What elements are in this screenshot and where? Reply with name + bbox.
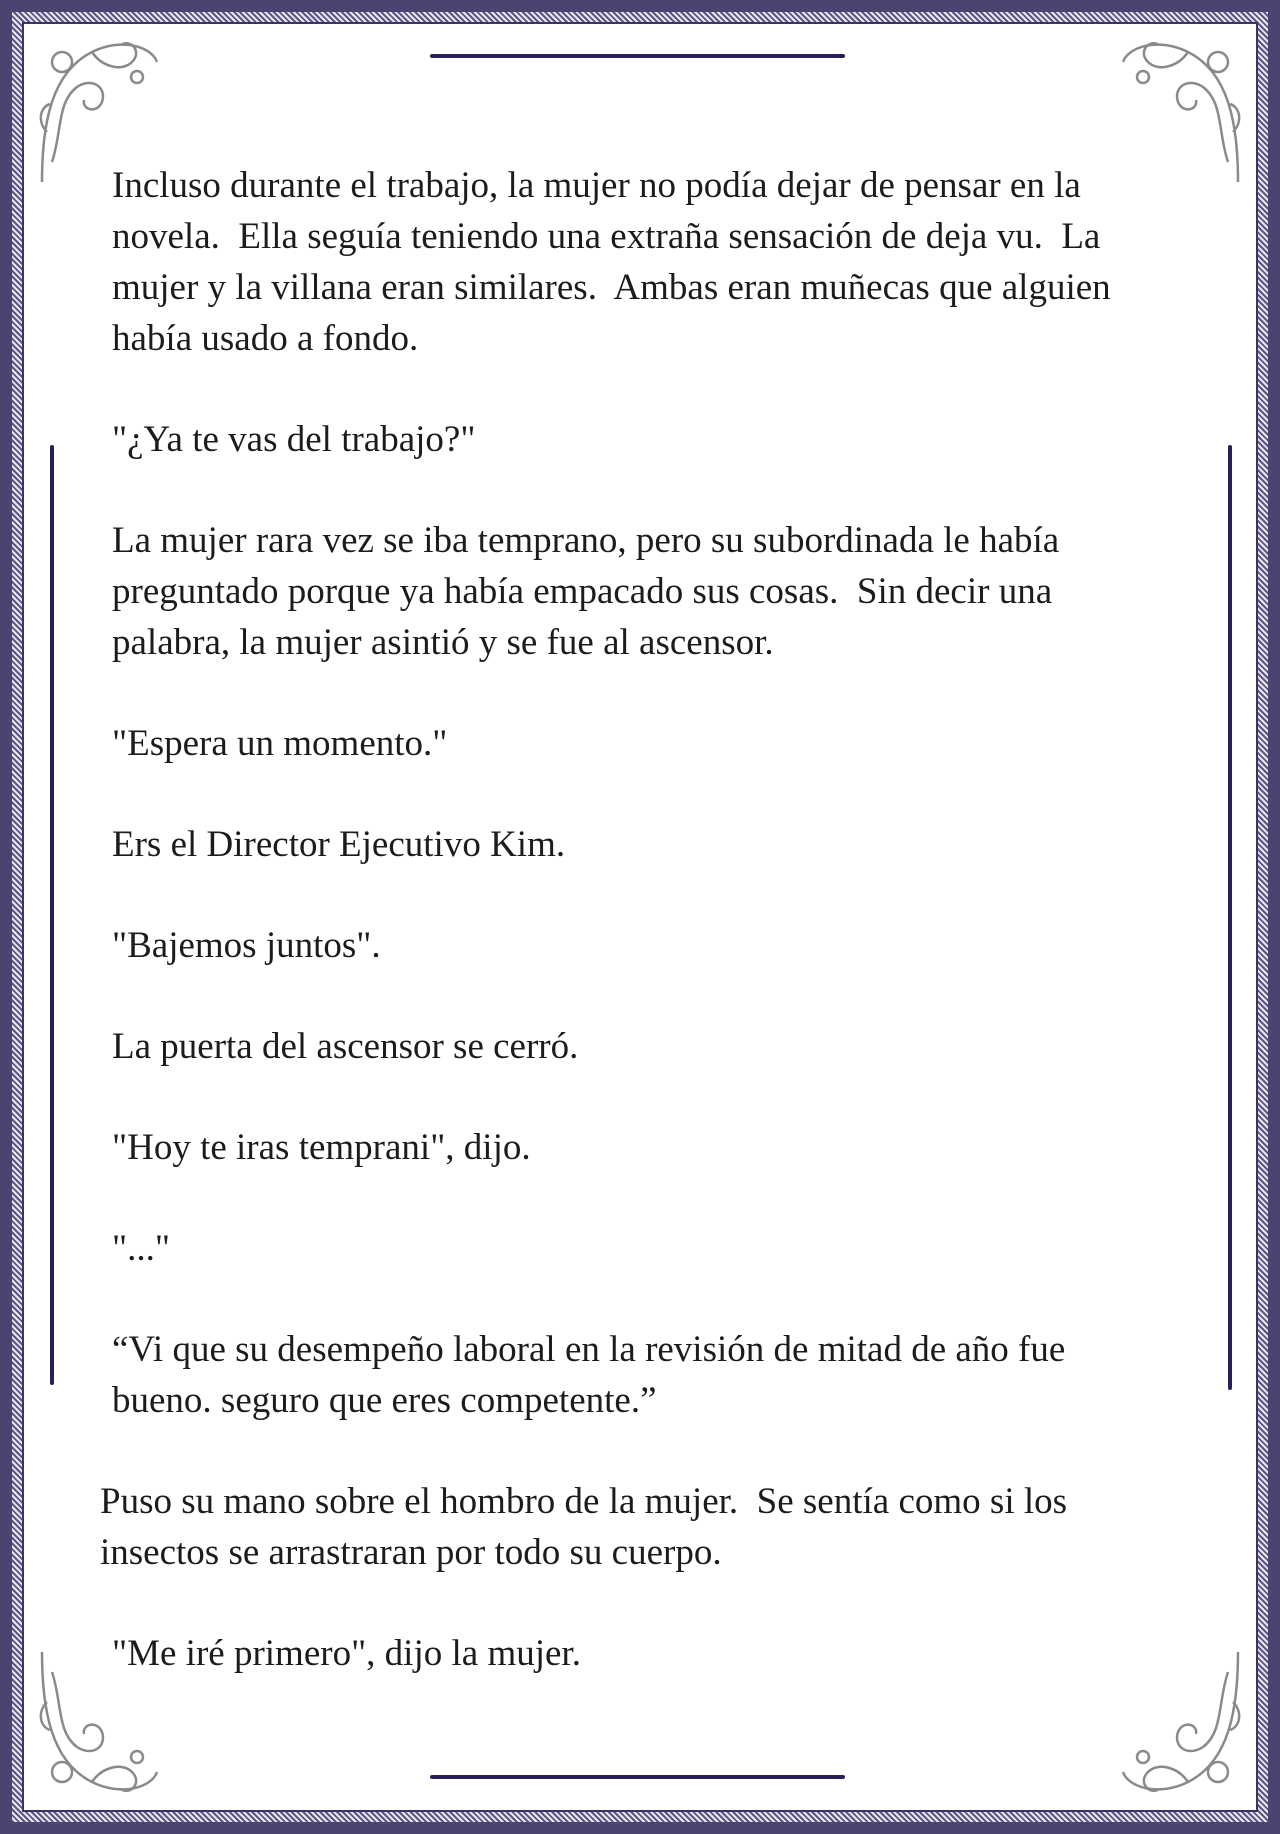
- paragraph: La mujer rara vez se iba temprano, pero su subordinada le había preguntado porque ya había empacado sus cosas. Sin decir una palabra, la mujer asintió y se fue al ascensor.: [112, 520, 1069, 663]
- top-rule: [430, 54, 845, 58]
- paragraph: Ers el Director Ejecutivo Kim.: [112, 824, 566, 865]
- paragraph: "Espera un momento.": [112, 723, 448, 764]
- paragraph: "Bajemos juntos".: [112, 925, 381, 966]
- right-rule: [1228, 445, 1232, 1390]
- paragraph: “Vi que su desempeño laboral en la revisión de mitad de año fue bueno. seguro que eres competente.”: [112, 1329, 1075, 1421]
- paragraph: "¿Ya te vas del trabajo?": [112, 419, 476, 460]
- paragraph: Puso su mano sobre el hombro de la mujer. Se sentía como si los insectos se arrastraran por todo su cuerpo.: [100, 1481, 1077, 1573]
- paragraph: "Me iré primero", dijo la mujer.: [112, 1633, 581, 1674]
- paragraph: "...": [112, 1228, 170, 1269]
- paragraph: La puerta del ascensor se cerró.: [112, 1026, 579, 1067]
- paragraph: Incluso durante el trabajo, la mujer no podía dejar de pensar en la novela. Ella seguía teniendo una extraña sensación de deja vu. La mujer y la villana eran similares. Ambas eran muñecas que alguien había usado a fondo.: [112, 165, 1120, 359]
- bottom-rule: [430, 1775, 845, 1779]
- paragraph: "Hoy te iras temprani", dijo.: [112, 1127, 531, 1168]
- left-rule: [50, 445, 54, 1385]
- story-text: [100, 160, 1160, 1729]
